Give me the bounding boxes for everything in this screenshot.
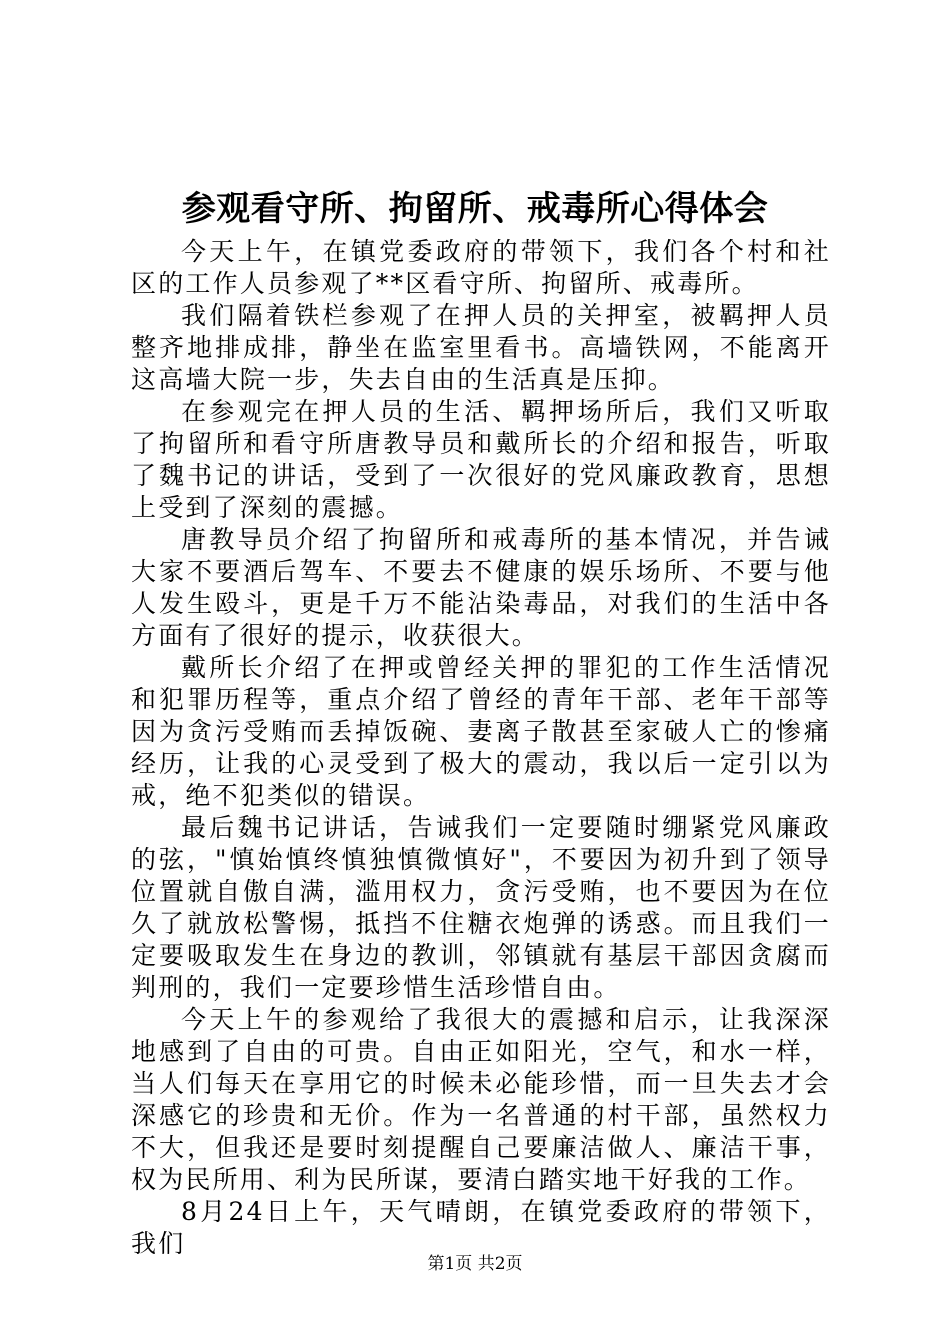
paragraph-6: 最后魏书记讲话，告诫我们一定要随时绷紧党风廉政的弦，"慎始慎终慎独慎微慎好"，不要因为初升到了领导位置就自傲自满，滥用权力，贪污受贿，也不要因为在位久了就放松警惕，抵挡不住糖衣炮弹的诱惑。而且我们一定要吸取发生在身边的教训，邻镇就有基层干部因贪腐而判刑的，我们一定要珍惜生活珍惜自由。 [131, 813, 831, 1002]
paragraph-4: 唐教导员介绍了拘留所和戒毒所的基本情况，并告诫大家不要酒后驾车、不要去不健康的娱乐场所、不要与他人发生殴斗，更是千万不能沾染毒品，对我们的生活中各方面有了很好的提示，收获很大。 [131, 525, 831, 650]
paragraph-1: 今天上午，在镇党委政府的带领下，我们各个村和社区的工作人员参观了**区看守所、拘留所、戒毒所。 [131, 237, 831, 298]
paragraph-2: 我们隔着铁栏参观了在押人员的关押室，被羁押人员整齐地排成排，静坐在监室里看书。高墙铁网，不能离开这高墙大院一步，失去自由的生活真是压抑。 [131, 301, 831, 394]
document-title: 参观看守所、拘留所、戒毒所心得体会 [181, 189, 769, 229]
paragraph-3: 在参观完在押人员的生活、羁押场所后，我们又听取了拘留所和看守所唐教导员和戴所长的介绍和报告，听取了魏书记的讲话，受到了一次很好的党风廉政教育，思想上受到了深刻的震撼。 [131, 397, 831, 522]
paragraph-7: 今天上午的参观给了我很大的震撼和启示，让我深深地感到了自由的可贵。自由正如阳光，空气，和水一样，当人们每天在享用它的时候未必能珍惜，而一旦失去才会深感它的珍贵和无价。作为一名普通的村干部，虽然权力不大，但我还是要时刻提醒自己要廉洁做人、廉洁干事，权为民所用、利为民所谋，要清白踏实地干好我的工作。 [131, 1005, 831, 1194]
document-body [131, 236, 831, 1260]
page-number-footer: 第1页 共2页 [427, 1254, 523, 1274]
paragraph-5: 戴所长介绍了在押或曾经关押的罪犯的工作生活情况和犯罪历程等，重点介绍了曾经的青年干部、老年干部等因为贪污受贿而丢掉饭碗、妻离子散甚至家破人亡的惨痛经历，让我的心灵受到了极大的震动，我以后一定引以为戒，绝不犯类似的错误。 [131, 653, 831, 810]
paragraph-8: 8月24日上午，天气晴朗，在镇党委政府的带领下，我们 [131, 1197, 831, 1258]
